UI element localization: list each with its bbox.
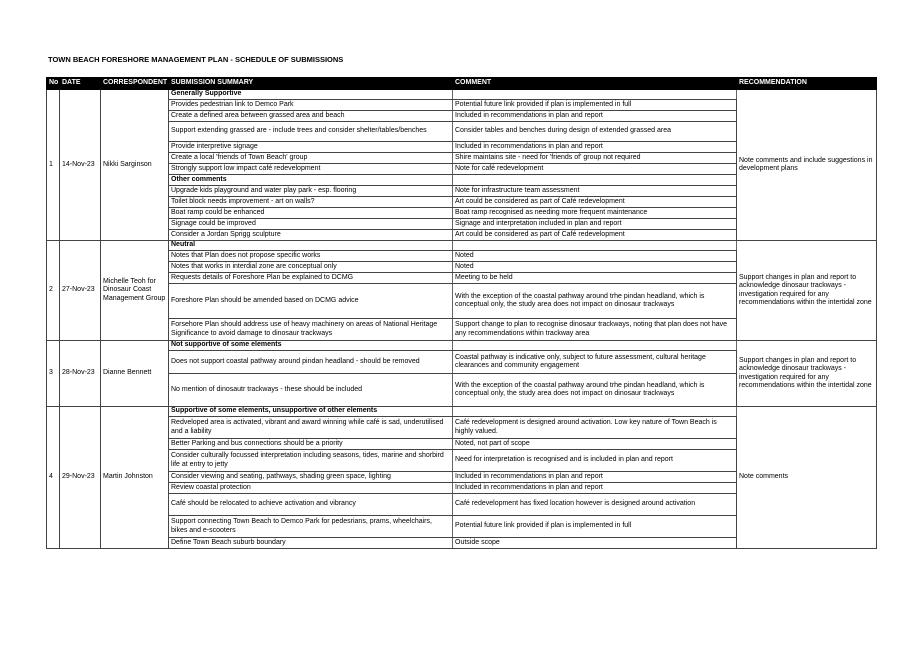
comment-cell: Meeting to be held	[453, 273, 737, 284]
comment-cell	[453, 341, 737, 351]
submission-no: 4	[47, 407, 60, 549]
comment-cell: Café redevelopment is designed around activation. Low key nature of Town Beach is highly valued.	[453, 417, 737, 439]
comment-cell: Support change to plan to recognise dinosaur trackways, noting that plan does not have any recommendations within trackway area	[453, 319, 737, 341]
column-header-correspondent: CORRESPONDENT	[101, 78, 169, 90]
summary-heading: Neutral	[169, 241, 453, 251]
comment-cell: Noted	[453, 262, 737, 273]
column-header-summary: SUBMISSION SUMMARY	[169, 78, 453, 90]
summary-heading: Not supportive of some elements	[169, 341, 453, 351]
table-row	[47, 407, 877, 417]
summary-cell: Consider viewing and seating, pathways, shading green space, lighting	[169, 472, 453, 483]
summary-cell: Consider culturally focussed interpretation including seasons, tides, marine and shorbird life at entry to jetty	[169, 450, 453, 472]
comment-cell	[453, 90, 737, 100]
summary-cell: Support extending grassed are - include trees and consider shelter/tables/benches	[169, 122, 453, 142]
summary-cell: Notes that works in interdial zone are conceptual only	[169, 262, 453, 273]
summary-cell: Provide interpretive signage	[169, 142, 453, 153]
table-row	[47, 341, 877, 351]
summary-heading: Generally Supportive	[169, 90, 453, 100]
comment-cell: Boat ramp recognised as needing more frequent maintenance	[453, 208, 737, 219]
column-header-no: No	[47, 78, 60, 90]
summary-cell: Notes that Plan does not propose specific works	[169, 251, 453, 262]
submission-date: 27-Nov-23	[60, 241, 101, 341]
summary-cell: Create a defined area between grassed area and beach	[169, 111, 453, 122]
submission-no: 3	[47, 341, 60, 407]
comment-cell: Shire maintains site - need for 'friends of' group not required	[453, 153, 737, 164]
table-header-row	[47, 78, 877, 90]
summary-cell: Consider a Jordan Sprigg sculpture	[169, 230, 453, 241]
comment-cell: Coastal pathway is indicative only, subject to future assessment, cultural heritage clearances and community engagement	[453, 351, 737, 374]
summary-cell: Does not support coastal pathway around pindan headland - should be removed	[169, 351, 453, 374]
summary-cell: Provides pedestrian link to Demco Park	[169, 100, 453, 111]
comment-cell: Art could be considered as part of Café redevelopment	[453, 197, 737, 208]
submission-correspondent: Nikki Sarginson	[101, 90, 169, 241]
submission-date: 29-Nov-23	[60, 407, 101, 549]
comment-cell	[453, 175, 737, 186]
summary-cell: Create a local 'friends of Town Beach' group	[169, 153, 453, 164]
submission-recommendation: Support changes in plan and report to acknowledge dinosaur trackways - investigation required for any recommendations within the intertidal zone	[737, 341, 877, 407]
summary-cell: Boat ramp could be enhanced	[169, 208, 453, 219]
summary-cell: Café should be relocated to achieve activation and vibrancy	[169, 494, 453, 516]
comment-cell: Café redevelopment has fixed location however is designed around activation	[453, 494, 737, 516]
submission-correspondent: Martin Johnston	[101, 407, 169, 549]
summary-cell: Toilet block needs improvement - art on walls?	[169, 197, 453, 208]
comment-cell: Noted	[453, 251, 737, 262]
column-header-recommendation: RECOMMENDATION	[737, 78, 877, 90]
comment-cell: Included in recommendations in plan and report	[453, 483, 737, 494]
comment-cell: Outside scope	[453, 538, 737, 549]
table-row	[47, 241, 877, 251]
submission-date: 28-Nov-23	[60, 341, 101, 407]
submission-correspondent: Michelle Teoh for Dinosaur Coast Management Group	[101, 241, 169, 341]
summary-cell: Signage could be improved	[169, 219, 453, 230]
comment-cell: Included in recommendations in plan and report	[453, 111, 737, 122]
comment-cell: Potential future link provided if plan is implemented in full	[453, 516, 737, 538]
comment-cell: Potential future link provided if plan is implemented in full	[453, 100, 737, 111]
comment-cell: Need for interpretation is recognised and is included in plan and report	[453, 450, 737, 472]
summary-cell: Redveloped area is activated, vibrant and award winning while café is sad, underutilised and a liability	[169, 417, 453, 439]
comment-cell	[453, 241, 737, 251]
comment-cell: Art could be considered as part of Café redevelopment	[453, 230, 737, 241]
summary-cell: Support connecting Town Beach to Demco Park for pedesrians, prams, wheelchairs, bikes and e-scooters	[169, 516, 453, 538]
summary-cell: Better Parking and bus connections should be a priority	[169, 439, 453, 450]
summary-cell: Define Town Beach suburb boundary	[169, 538, 453, 549]
summary-cell: Review coastal protection	[169, 483, 453, 494]
comment-cell: Note for infrastructure team assessment	[453, 186, 737, 197]
table-row	[47, 90, 877, 100]
summary-cell: Foreshore Plan should be amended based on DCMG advice	[169, 284, 453, 319]
submission-recommendation: Note comments	[737, 407, 877, 549]
summary-heading: Other comments	[169, 175, 453, 186]
comment-cell: Included in recommendations in plan and report	[453, 142, 737, 153]
summary-cell: Upgrade kids playground and water play park - esp. flooring	[169, 186, 453, 197]
comment-cell: With the exception of the coastal pathway around trhe pindan headland, which is conceptual only, the study area does not impact on dinosaur trackways	[453, 374, 737, 407]
comment-cell: Noted, not part of scope	[453, 439, 737, 450]
submission-recommendation: Support changes in plan and report to acknowledge dinosaur trackways - investigation required for any recommendations within the intertidal zone	[737, 241, 877, 341]
summary-cell: Forsehore Plan should address use of heavy machinery on areas of National Heritage Significance to avoid damage to dinosaur trackways	[169, 319, 453, 341]
submission-date: 14-Nov-23	[60, 90, 101, 241]
submission-no: 2	[47, 241, 60, 341]
submission-correspondent: Dianne Bennett	[101, 341, 169, 407]
schedule-table	[46, 77, 877, 549]
page-title: TOWN BEACH FORESHORE MANAGEMENT PLAN - SCHEDULE OF SUBMISSIONS	[48, 55, 344, 64]
submission-recommendation: Note comments and include suggestions in development plans	[737, 90, 877, 241]
summary-cell: Strongly support low impact café redevelopment	[169, 164, 453, 175]
submission-no: 1	[47, 90, 60, 241]
summary-cell: No mention of dinosautr trackways - these should be included	[169, 374, 453, 407]
comment-cell: With the exception of the coastal pathway around trhe pindan headland, which is conceptual only, the study area does not impact on dinosaur trackways	[453, 284, 737, 319]
comment-cell	[453, 407, 737, 417]
column-header-date: DATE	[60, 78, 101, 90]
comment-cell: Signage and interpretation included in plan and report	[453, 219, 737, 230]
column-header-comment: COMMENT	[453, 78, 737, 90]
summary-cell: Requests details of Foreshore Plan be explained to DCMG	[169, 273, 453, 284]
comment-cell: Consider tables and benches during design of extended grassed area	[453, 122, 737, 142]
comment-cell: Included in recommendations in plan and report	[453, 472, 737, 483]
comment-cell: Note for café redevelopment	[453, 164, 737, 175]
summary-heading: Supportive of some elements, unsupportive of other elements	[169, 407, 453, 417]
